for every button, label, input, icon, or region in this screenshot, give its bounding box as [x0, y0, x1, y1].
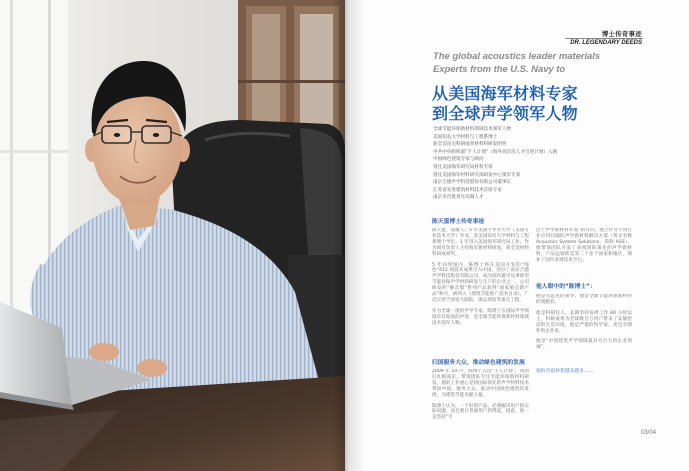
body-paragraph: 5 年回到国内，陈博士将在美国开发的“绿色”412 项技术成果引入中国，创办了南京吉德声学科技股份有限公司，成为国内最早从事新型节能环保声学材料研发与生产的企业之一。公司研发的“静音墙”系列产品获得“国家重点新产品”称号，被列入《建筑节能推广技术目录》，广泛应用于国家大剧院、奥运场馆等重点工程。	[432, 262, 529, 303]
section-title-en: DR. LEGENDARY DEEDS	[570, 40, 642, 46]
body-paragraph: 他是科研狂人，长期坚持每周工作 80 小时以上，科研成果为全球数百万用户带来了安静舒适的生活环境。他是严谨的科学家，更是有情怀的企业家。	[536, 310, 632, 334]
body-paragraph: 2009 年 10 月，陈博士入选“千人计划”，回国后扎根南京，带领团队专注节能环保新材料研发。他的工作重心是将国际领先的声学材料技术带回中国，服务大众，推动中国绿色建筑的发展，为建筑节能贡献力量。	[432, 369, 529, 398]
left-column-block-1	[432, 228, 529, 352]
title-item: 全球节能环保新材料领域技术领军人物	[433, 127, 512, 132]
title-item: 中国绿色建筑专家与顾问	[433, 157, 484, 163]
headline-en-line1: The global acoustics leader materials	[433, 51, 601, 62]
body-paragraph: 陈天蛋，安徽人。5 年美国卡罗尔大学（美国专业技术大学）毕业，获美国知名大学材料与工程系博士学位。1 年进入美国海军研究局工作，作为项目负责人主持海军新材料研发，获全美材料科研成果奖。	[432, 228, 529, 257]
title-item: 江苏省先进建筑材料技术首席专家	[433, 187, 502, 193]
body-paragraph: 陈博士认为，一个好的产品，必须解决用户的实际问题，而且要让普通用户用得起。因此，他一直坚持“专	[432, 403, 529, 421]
title-item: 中共中央组织部“千人计划”（海外高层次人才引进计划）入围	[433, 149, 558, 155]
section-heading-story: 陈天蛋博士传奇事迹	[432, 219, 485, 225]
body-paragraph: 他是“中国建筑声学领域最具号召力的企业领袖”。	[536, 339, 632, 351]
titles-list	[433, 126, 633, 202]
section-title-cn: 博士传奇事迹	[601, 30, 642, 38]
right-column-block-2	[536, 294, 632, 364]
title-item: 获全美顶尖科研成果材料科研发明奖	[433, 142, 507, 148]
headline-cn-line1: 从美国海军材料专家	[432, 84, 578, 103]
title-item: 美国知名大学材料与工程系博士	[433, 134, 498, 140]
title-item: 曾任美国海军研究局材料专家	[433, 164, 493, 170]
section-heading-return: 归国服务大众，推动绿色建筑的发展	[432, 360, 525, 366]
page-number: 03/04	[641, 430, 657, 436]
title-item: 南京市首批青年高端人才	[433, 195, 484, 201]
title-item: 曾任美国海军材料研究部研发中心领军专家	[433, 172, 521, 178]
closing-line: 他的奇思妙想越来越多……	[536, 369, 594, 374]
body-paragraph: 他是有远见的领导。他是全球节能环保新材料的领跑者。	[536, 294, 632, 305]
left-column-block-2	[432, 369, 529, 449]
headline-cn-line2: 到全球声学领军人物	[432, 104, 578, 123]
title-item: 南京吉德声学科技股份有限公司董事长	[433, 180, 512, 186]
headline-en-line2: Experts from the U.S. Navy to	[433, 64, 566, 75]
header-divider	[565, 38, 643, 39]
right-page	[345, 0, 689, 471]
body-paragraph: 注于声学新材料开发”的方向，建立针对不同行业应用问题的声学新材料解决方案（英文名称 Acoustics System Solutions，简称 ASS）。他带领团队开发了多项国际领先的声学新材料，产品远销欧美等二十多个国家和地区，填补了国内多项技术空白。	[536, 228, 632, 263]
section-heading-others-view: 他人眼中的“陈博士”：	[536, 284, 596, 290]
right-column-block-1	[536, 228, 632, 276]
body-paragraph: 作为全球一流的声学专家，陈博士在国际声学领域享有很高的声誉，是全球节能环保新材料领域技术领军人物。	[432, 308, 529, 326]
